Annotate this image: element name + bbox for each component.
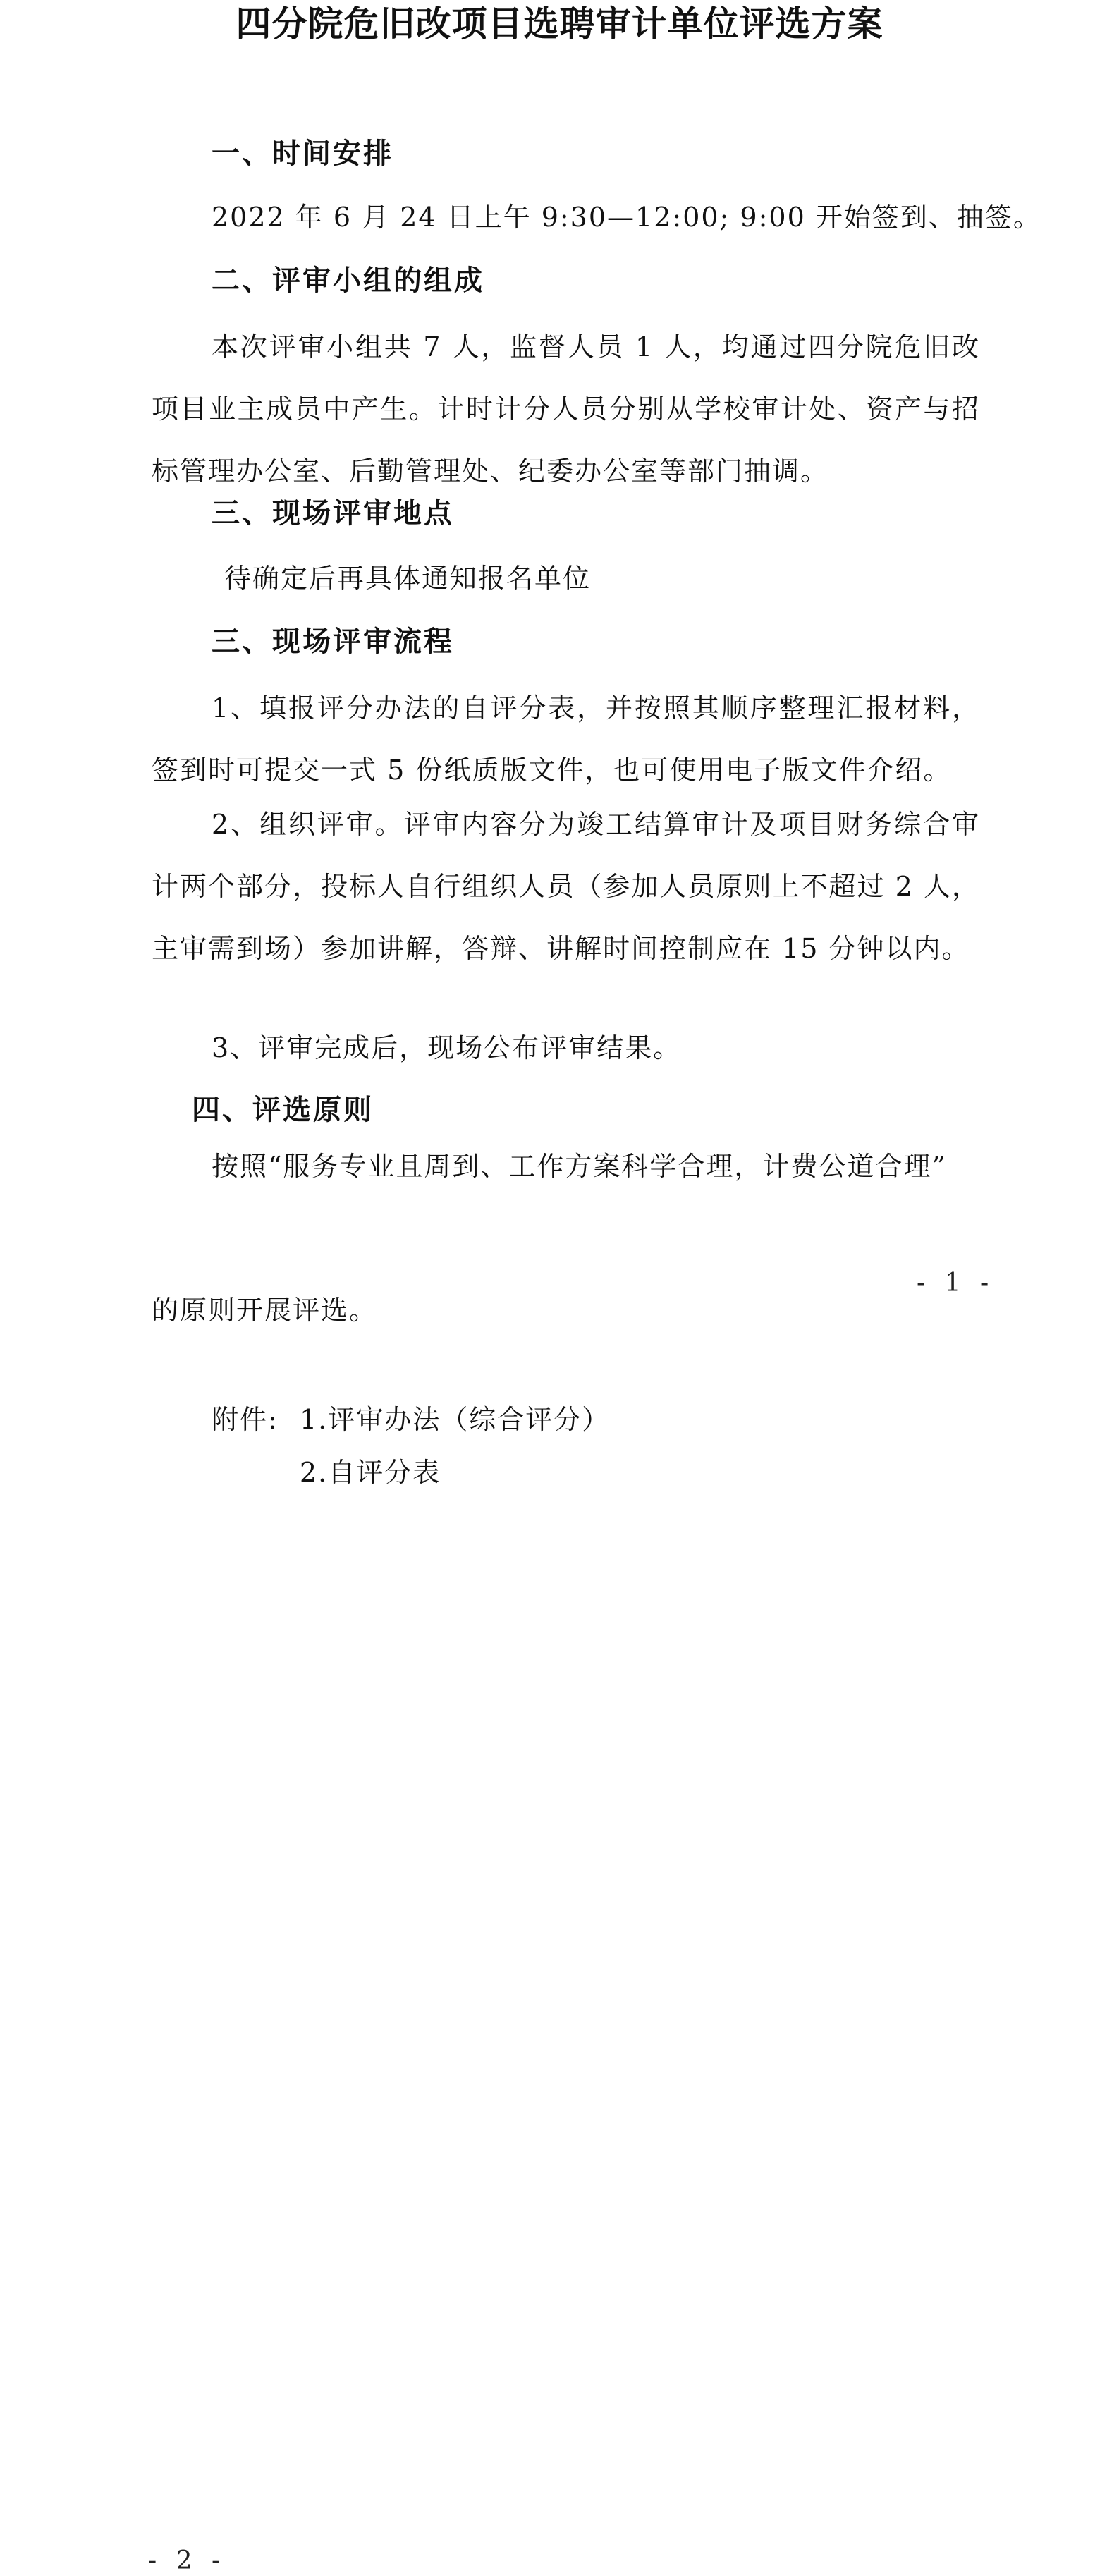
document-title: 四分院危旧改项目选聘审计单位评选方案 — [236, 4, 883, 44]
heading-review-location: 三、现场评审地点 — [212, 497, 454, 530]
time-schedule-text: 2022 年 6 月 24 日上午 9:30—12:00; 9:00 开始签到、抽签。 — [212, 202, 1041, 233]
heading-review-process: 三、现场评审流程 — [212, 625, 454, 658]
heading-time-schedule: 一、时间安排 — [212, 138, 393, 170]
process-item-2: 2、组织评审。评审内容分为竣工结算审计及项目财务综合审计两个部分，投标人自行组织人员（参加人员原则上不超过 2 人，主审需到场）参加讲解，答辩、讲解时间控制应在 15 分钟以内。 — [152, 809, 980, 964]
process-item-3: 3、评审完成后，现场公布评审结果。 — [212, 1032, 682, 1063]
page-number-1: - 1 - — [917, 1269, 995, 1298]
selection-principle-continuation: 的原则开展评选。 — [152, 1295, 378, 1326]
process-item-1: 1、填报评分办法的自评分表，并按照其顺序整理汇报材料，签到时可提交一式 5 份纸质版文件，也可使用电子版文件介绍。 — [152, 692, 980, 786]
panel-composition-text: 本次评审小组共 7 人，监督人员 1 人，均通过四分院危旧改项目业主成员中产生。计时计分人员分别从学校审计处、资产与招标管理办公室、后勤管理处、纪委办公室等部门抽调。 — [152, 331, 980, 487]
heading-selection-principle: 四、评选原则 — [192, 1094, 374, 1126]
attachment-item-2: 2.自评分表 — [300, 1457, 441, 1488]
selection-principle-text: 按照“服务专业且周到、工作方案科学合理，计费公道合理” — [212, 1151, 947, 1182]
heading-panel-composition: 二、评审小组的组成 — [212, 264, 484, 297]
page-number-2: - 2 - — [148, 2546, 226, 2575]
review-location-text: 待确定后再具体通知报名单位 — [224, 563, 592, 594]
attachment-label: 附件: — [212, 1404, 279, 1435]
attachment-item-1: 1.评审办法（综合评分） — [300, 1404, 611, 1435]
